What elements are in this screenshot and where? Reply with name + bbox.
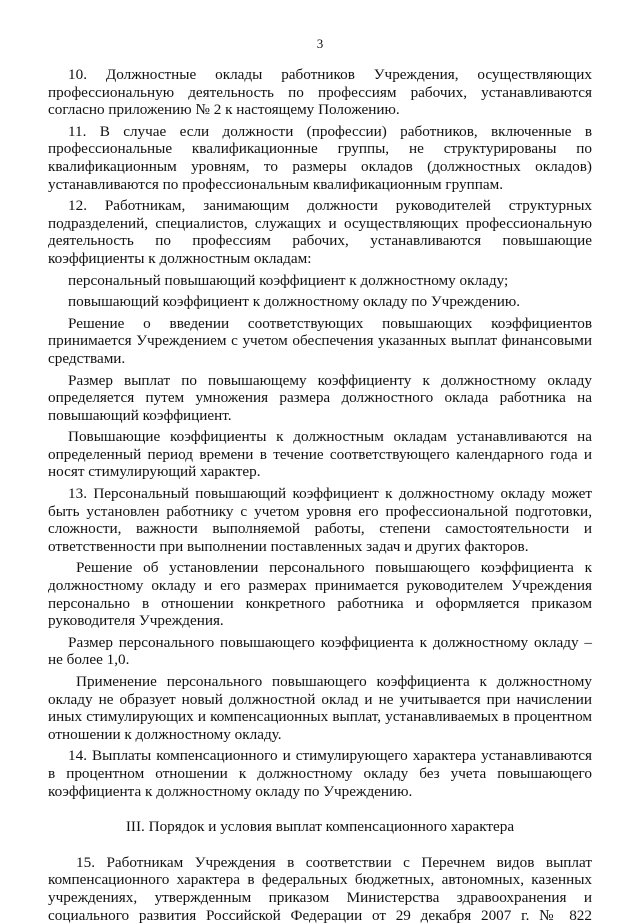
paragraph-payment-size: Размер выплат по повышающему коэффициенту к должностному окладу определяется путем умножения размера должностного оклада работника на повышающий коэффициент. <box>48 371 592 424</box>
paragraph-10: 10. Должностные оклады работников Учреждения, осуществляющих профессиональную деятельность по профессиям рабочих, устанавливаются согласно приложению № 2 к настоящему Положению. <box>48 66 592 119</box>
paragraph-application: Применение персонального повышающего коэффициента к должностному окладу не образует новый должностной оклад и не учитывается при начислении иных стимулирующих и компенсационных выплат, устанавливаемых в процентном отношении к должностному окладу. <box>48 673 592 743</box>
paragraph-11: 11. В случае если должности (профессии) работников, включенные в профессиональные квалификационные группы, не структурированы по квалификационным уровням, то размеры окладов (должностных окладов) устанавливаются по профессиональным квалификационным группам. <box>48 122 592 193</box>
paragraph-decision-personal: Решение об установлении персонального повышающего коэффициента к должностному окладу и его размерах принимается руководителем Учреждения персонально в отношении конкретного работника и оформляется приказом руководителя Учреждения. <box>48 559 592 630</box>
paragraph-coefficients-period: Повышающие коэффициенты к должностным окладам устанавливаются на определенный период времени в течение соответствующего календарного года и носят стимулирующий характер. <box>48 428 592 481</box>
paragraph-institution-coefficient-item: повышающий коэффициент к должностному окладу по Учреждению. <box>68 293 521 311</box>
paragraph-decision-coefficients: Решение о введении соответствующих повышающих коэффициентов принимается Учреждением с учетом обеспечения указанных выплат финансовыми средствами. <box>48 314 592 367</box>
paragraph-personal-coefficient-item: персональный повышающий коэффициент к должностному окладу; <box>68 271 509 289</box>
paragraph-12: 12. Работникам, занимающим должности руководителей структурных подразделений, специалистов, служащих и осуществляющих профессиональную деятельность по профессиям рабочих, устанавливаются повышающие коэффициенты к должностным окладам: <box>48 197 592 267</box>
page-number: 3 <box>316 36 324 51</box>
section-heading: III. Порядок и условия выплат компенсационного характера <box>125 818 515 836</box>
paragraph-13: 13. Персональный повышающий коэффициент к должностному окладу может быть установлен работнику с учетом уровня его профессиональной подготовки, сложности, важности выполняемой работы, степени самостоятельности и ответственности при выполнении поставленных задач и других факторов. <box>48 485 592 555</box>
document-body <box>48 66 592 924</box>
paragraph-14: 14. Выплаты компенсационного и стимулирующего характера устанавливаются в процентном отношении к должностному окладу без учета повышающего коэффициента к должностному окладу по Учреждению. <box>48 747 592 800</box>
paragraph-15: 15. Работникам Учреждения в соответствии с Перечнем видов выплат компенсационного характера в федеральных бюджетных, автономных, казенных учреждениях, утвержденным приказом Министерства здравоохранения и социального развития Российской Федерации от 29 декабря 2007 г. № 822 <box>48 853 592 924</box>
paragraph-personal-size: Размер персонального повышающего коэффициента к должностному окладу – не более 1,0. <box>48 633 592 669</box>
